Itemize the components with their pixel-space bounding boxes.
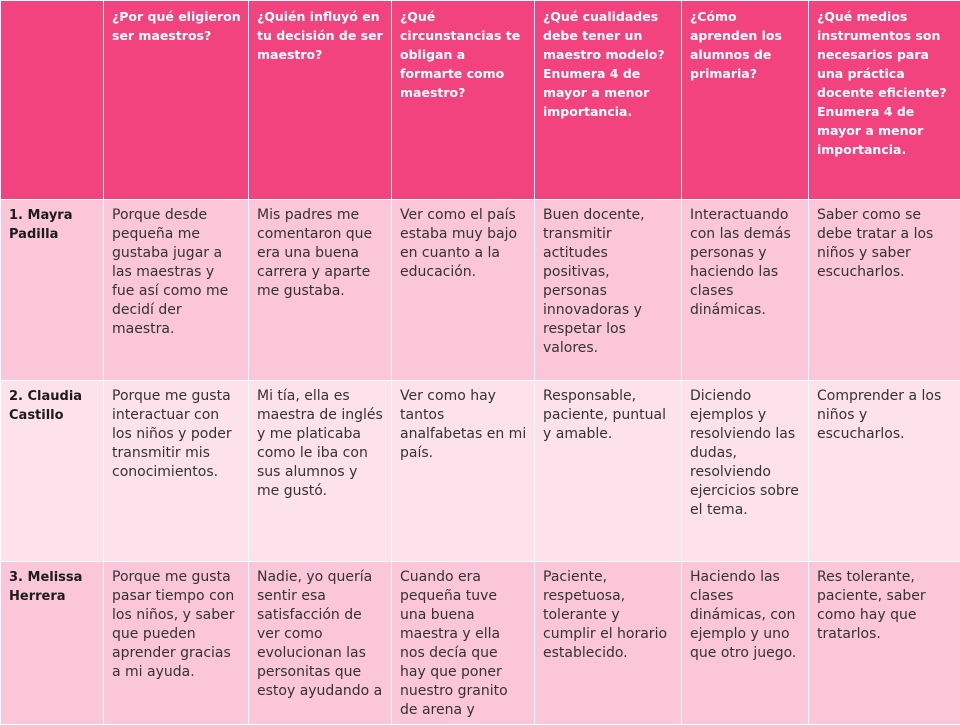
table-cell: Responsable, paciente, puntual y amable. — [535, 381, 682, 562]
table-cell: Porque desde pequeña me gustaba jugar a las maestras y fue así como me decidí der maestra. — [104, 200, 249, 381]
header-qualities: ¿Qué cualidades debe tener un maestro modelo? Enumera 4 de mayor a menor importancia. — [535, 1, 682, 200]
header-who-influenced: ¿Quién influyó en tu decisión de ser maestro? — [249, 1, 392, 200]
table-cell: Porque me gusta interactuar con los niños y poder transmitir mis conocimientos. — [104, 381, 249, 562]
header-instruments: ¿Qué medios instrumentos son necesarios para una práctica docente eficiente? Enumera 4 de mayor a menor importancia. — [809, 1, 960, 200]
table-cell: Ver como el país estaba muy bajo en cuanto a la educación. — [392, 200, 535, 381]
header-corner-cell — [1, 1, 104, 200]
table-row — [1, 381, 960, 562]
row-name-cell: 3. Melissa Herrera — [1, 562, 104, 725]
header-circumstances: ¿Qué circunstancias te obligan a formarte como maestro? — [392, 1, 535, 200]
row-name-cell: 2. Claudia Castillo — [1, 381, 104, 562]
table-cell: Porque me gusta pasar tiempo con los niños, y saber que pueden aprender gracias a mi ayuda. — [104, 562, 249, 725]
header-row — [1, 1, 960, 200]
table-cell: Paciente, respetuosa, tolerante y cumplir el horario establecido. — [535, 562, 682, 725]
table-cell: Ver como hay tantos analfabetas en mi país. — [392, 381, 535, 562]
table-cell: Interactuando con las demás personas y haciendo las clases dinámicas. — [682, 200, 809, 381]
table-cell: Comprender a los niños y escucharlos. — [809, 381, 960, 562]
table-cell: Mis padres me comentaron que era una buena carrera y aparte me gustaba. — [249, 200, 392, 381]
table-cell: Nadie, yo quería sentir esa satisfacción de ver como evolucionan las personitas que estoy ayudando a — [249, 562, 392, 725]
table-cell: Haciendo las clases dinámicas, con ejemplo y uno que otro juego. — [682, 562, 809, 725]
row-name-cell: 1. Mayra Padilla — [1, 200, 104, 381]
table-cell: Mi tía, ella es maestra de inglés y me platicaba como le iba con sus alumnos y me gustó. — [249, 381, 392, 562]
table-row — [1, 200, 960, 381]
header-how-students-learn: ¿Cómo aprenden los alumnos de primaria? — [682, 1, 809, 200]
header-why-teachers: ¿Por qué eligieron ser maestros? — [104, 1, 249, 200]
table-row — [1, 562, 960, 725]
table-cell: Saber como se debe tratar a los niños y saber escucharlos. — [809, 200, 960, 381]
table-cell: Cuando era pequeña tuve una buena maestra y ella nos decía que hay que poner nuestro granito de arena y — [392, 562, 535, 725]
table-cell: Diciendo ejemplos y resolviendo las dudas, resolviendo ejercicios sobre el tema. — [682, 381, 809, 562]
table-cell: Buen docente, transmitir actitudes positivas, personas innovadoras y respetar los valores. — [535, 200, 682, 381]
table-cell: Res tolerante, paciente, saber como hay que tratarlos. — [809, 562, 960, 725]
